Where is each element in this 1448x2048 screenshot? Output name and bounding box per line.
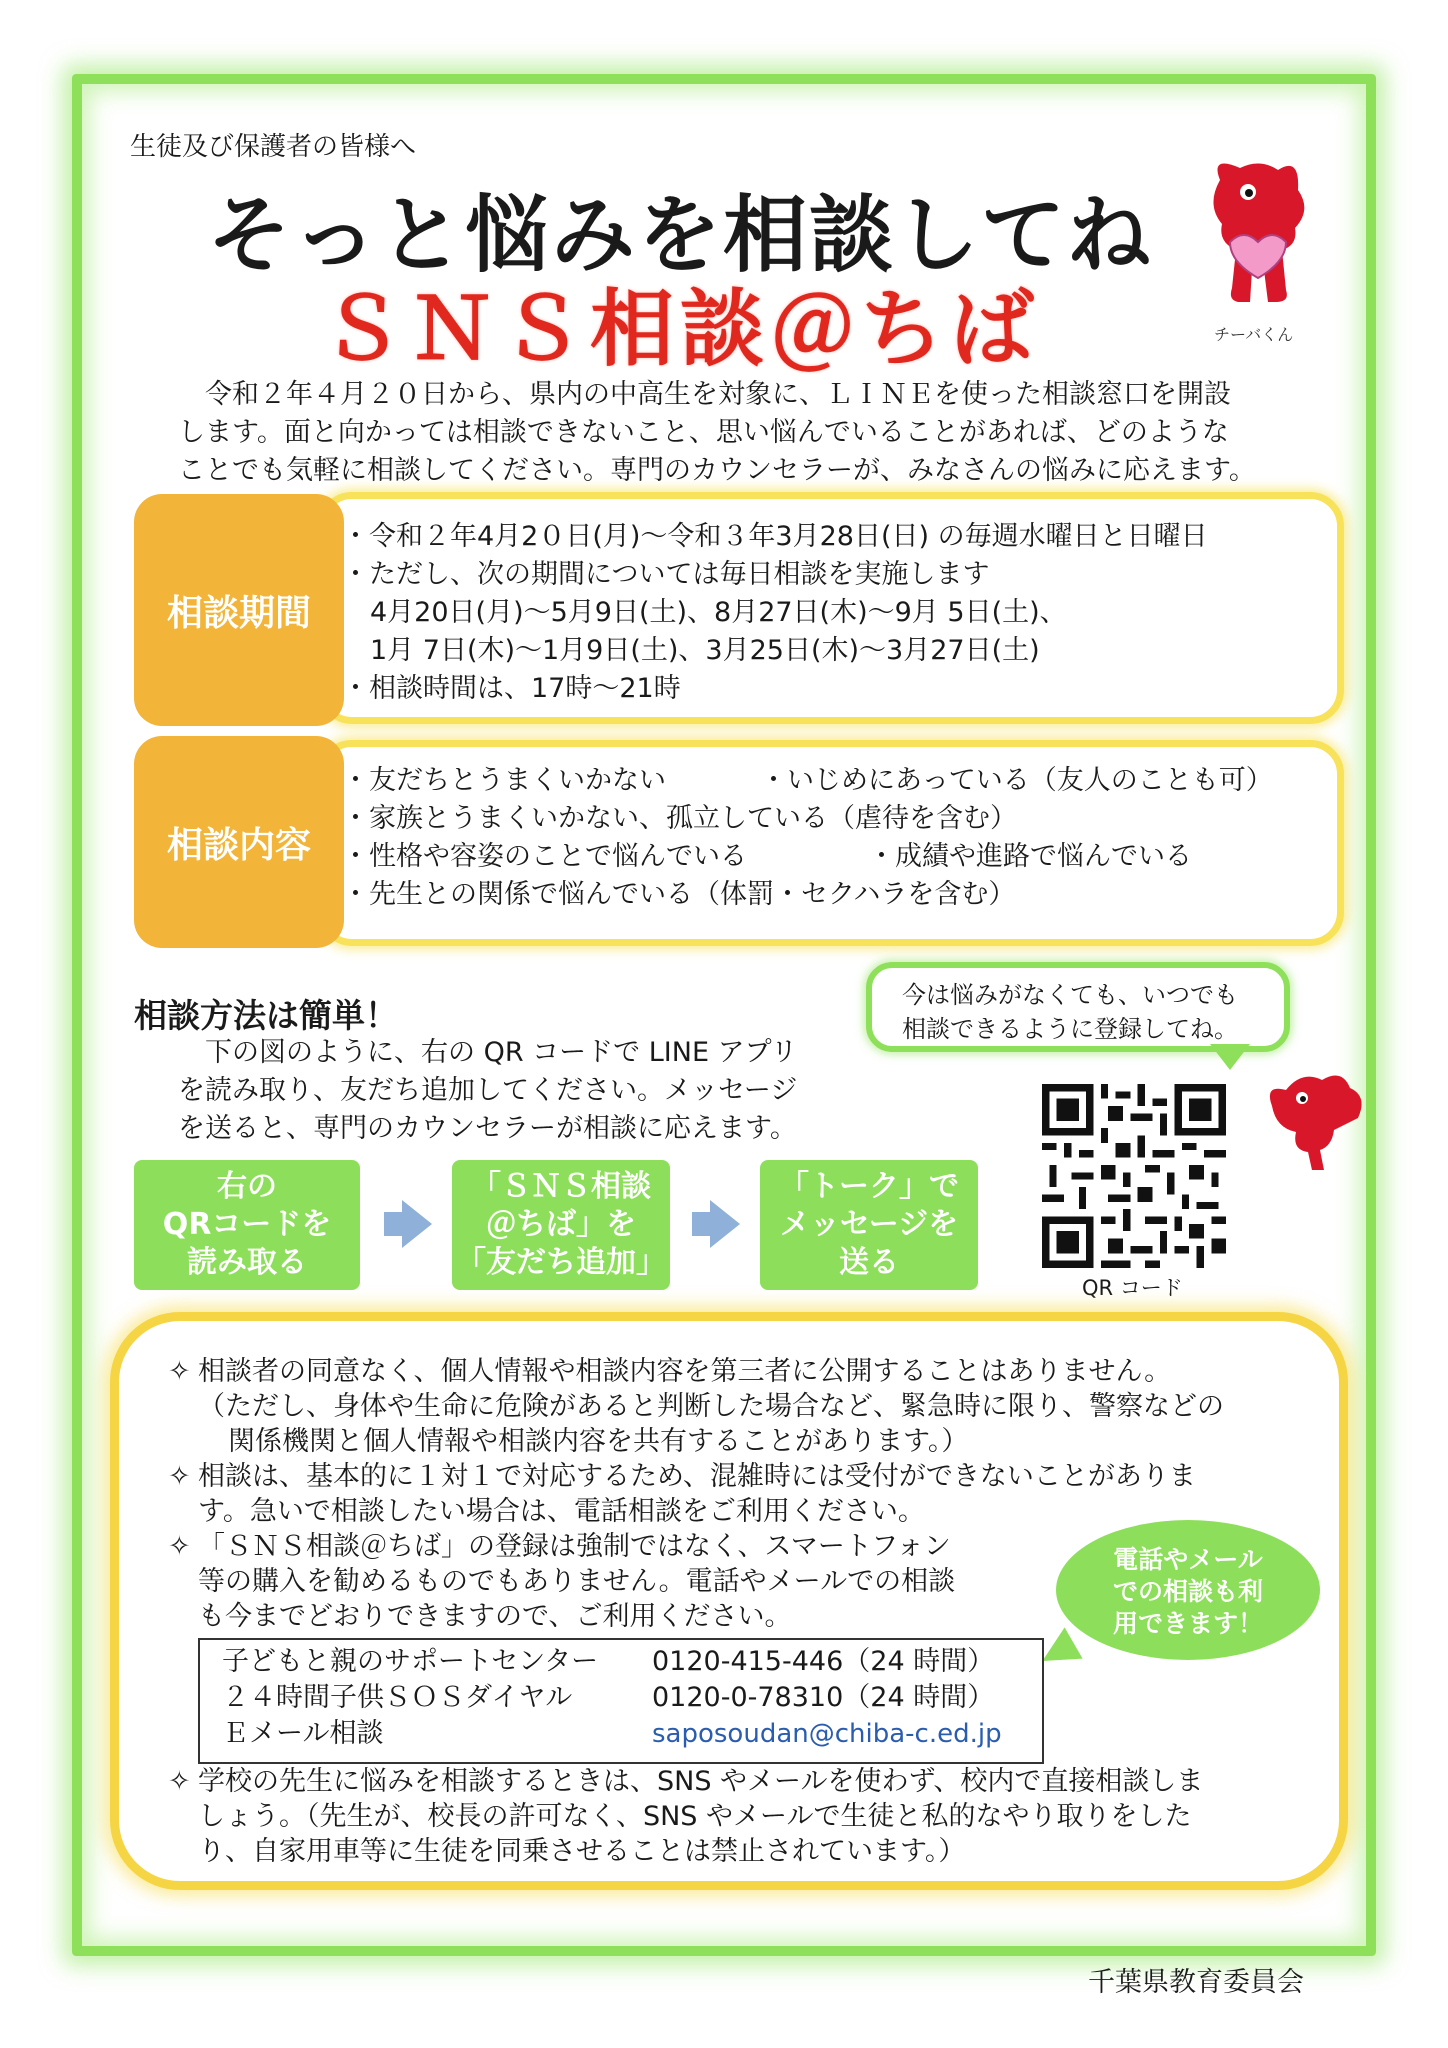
bubble-line: 電話やメール xyxy=(1113,1545,1263,1574)
step-add-friend xyxy=(452,1160,670,1290)
chiba-kun-mascot-icon xyxy=(1262,1066,1372,1176)
notice-line: （ただし、身体や生命に危険があると判断した場合など、緊急時に限り、警察などの xyxy=(198,1391,1224,1422)
notice-line: も今までどおりできますので、ご利用ください。 xyxy=(198,1601,792,1632)
content-details xyxy=(342,762,1273,914)
contact-row xyxy=(222,1716,1042,1752)
intro-line: 令和２年４月２０日から、県内の中高生を対象に、ＬＩＮＥを使った相談窓口を開設 xyxy=(205,379,1231,410)
contact-row xyxy=(222,1644,1042,1680)
contact-phone[interactable]: 0120-0-78310（24 時間） xyxy=(652,1682,995,1713)
content-item: ・友だちとうまくいかない xyxy=(342,765,666,796)
step-line: メッセージを xyxy=(779,1207,959,1242)
speech-tail xyxy=(1210,1044,1250,1070)
step-line: 「トーク」で xyxy=(779,1169,959,1204)
sparkle-bullet-icon: ✧ xyxy=(168,1461,191,1492)
step-line: 送る xyxy=(839,1245,899,1280)
content-line: ・先生との関係で悩んでいる（体罰・セクハラを含む） xyxy=(342,879,1016,910)
step-line: 読み取る xyxy=(186,1245,307,1280)
step-scan-qr xyxy=(134,1160,360,1290)
notice-line: 関係機関と個人情報や相談内容を共有することがあります。） xyxy=(228,1426,969,1457)
intro-paragraph xyxy=(178,376,1328,490)
page-title: そっと悩みを相談してね xyxy=(206,186,1153,284)
step-line: 右の xyxy=(216,1169,277,1204)
contact-phone[interactable]: 0120-415-446（24 時間） xyxy=(652,1646,995,1677)
audience-line: 生徒及び保護者の皆様へ xyxy=(130,132,417,162)
arrow-right-icon xyxy=(692,1200,740,1248)
notice-item xyxy=(168,1459,1318,1529)
period-line: ・相談時間は、17時～21時 xyxy=(342,673,681,704)
contact-name: 子どもと親のサポートセンター xyxy=(222,1646,599,1677)
arrow-right-icon xyxy=(384,1200,432,1248)
content-line xyxy=(342,762,1273,800)
period-line: 1月 7日(木)～1月9日(土)、3月25日(木)～3月27日(土) xyxy=(370,635,1040,666)
notice-item xyxy=(168,1764,1318,1869)
qr-code[interactable] xyxy=(1042,1084,1226,1268)
notice-line: しょう。（先生が、校長の許可なく、SNS やメールで生徒と私的なやり取りをした xyxy=(198,1801,1192,1832)
bubble-line: での相談も利 xyxy=(1112,1577,1263,1606)
step-line: ＠ちば」を xyxy=(486,1207,636,1242)
intro-line: ことでも気軽に相談してください。専門のカウンセラーが、みなさんの悩みに応えます。 xyxy=(178,455,1256,486)
bubble-line: 用できます！ xyxy=(1112,1609,1263,1638)
contact-name: Ｅメール相談 xyxy=(222,1718,384,1749)
notice-line: 「ＳＮＳ相談＠ちば」の登録は強制ではなく、スマートフォン xyxy=(198,1531,951,1562)
step-line: QRコードを xyxy=(162,1207,332,1242)
contact-bubble xyxy=(1056,1520,1320,1660)
howto-line: を読み取り、友だち追加してください。メッセージ xyxy=(178,1075,798,1106)
content-line xyxy=(342,838,1273,876)
period-details xyxy=(342,518,1208,708)
chiba-kun-mascot-icon xyxy=(1200,150,1318,310)
period-line: ・令和２年4月2０日(月)～令和３年3月28日(日) の毎週水曜日と日曜日 xyxy=(342,521,1208,552)
notice-item xyxy=(168,1354,1318,1459)
notice-line: 学校の先生に悩みを相談するときは、SNS やメールを使わず、校内で直接相談しま xyxy=(198,1766,1204,1797)
step-line: 「友だち追加」 xyxy=(456,1245,666,1280)
sparkle-bullet-icon: ✧ xyxy=(168,1356,191,1387)
mascot-label: チーバくん xyxy=(1214,325,1294,344)
howto-line: を送ると、専門のカウンセラーが相談に応えます。 xyxy=(178,1113,797,1144)
contact-email-link[interactable]: saposoudan@chiba-c.ed.jp xyxy=(652,1719,1002,1749)
period-label: 相談期間 xyxy=(134,494,344,726)
notice-line: り、自家用車等に生徒を同乗させることは禁止されています。） xyxy=(198,1836,966,1867)
notice-line: す。急いで相談したい場合は、電話相談をご利用ください。 xyxy=(198,1496,925,1527)
notice-line: 相談者の同意なく、個人情報や相談内容を第三者に公開することはありません。 xyxy=(198,1356,1172,1387)
intro-line: します。面と向かっては相談できないこと、思い悩んでいることがあれば、どのような xyxy=(178,417,1229,448)
howto-text xyxy=(178,1034,858,1148)
notice-line: 等の購入を勧めるものでもありません。電話やメールでの相談 xyxy=(198,1566,956,1597)
contact-row xyxy=(222,1680,1042,1716)
speech-line: 今は悩みがなくても、いつでも xyxy=(902,981,1238,1009)
page-subtitle: ＳＮＳ相談＠ちば xyxy=(319,280,1040,378)
period-line: 4月20日(月)～5月9日(土)、8月27日(木)～9月 5日(土)、 xyxy=(370,597,1067,628)
step-line: 「ＳＮＳ相談 xyxy=(471,1169,651,1204)
content-line: ・家族とうまくいかない、孤立している（虐待を含む） xyxy=(342,803,1017,834)
content-item: ・成績や進路で悩んでいる xyxy=(868,841,1192,872)
contact-name: ２４時間子供ＳＯＳダイヤル xyxy=(222,1682,573,1713)
content-item: ・いじめにあっている（友人のことも可） xyxy=(760,765,1273,796)
sparkle-bullet-icon: ✧ xyxy=(168,1531,191,1562)
qr-label: QR コード xyxy=(1082,1276,1183,1300)
notice-line: 相談は、基本的に１対１で対応するため、混雑時には受付ができないことがありま xyxy=(198,1461,1196,1492)
speech-bubble xyxy=(866,962,1290,1052)
contact-table xyxy=(198,1638,1044,1764)
howto-line: 下の図のように、右の QR コードで LINE アプリ xyxy=(205,1037,798,1068)
speech-line: 相談できるように登録してね。 xyxy=(902,1015,1238,1043)
content-label: 相談内容 xyxy=(134,736,344,948)
content-item: ・性格や容姿のことで悩んでいる xyxy=(342,841,747,872)
step-send-message xyxy=(760,1160,978,1290)
footer-organization: 千葉県教育委員会 xyxy=(1088,1967,1304,1998)
sparkle-bullet-icon: ✧ xyxy=(168,1766,191,1797)
howto-heading: 相談方法は簡単！ xyxy=(134,996,398,1035)
period-line: ・ただし、次の期間については毎日相談を実施します xyxy=(342,559,990,590)
